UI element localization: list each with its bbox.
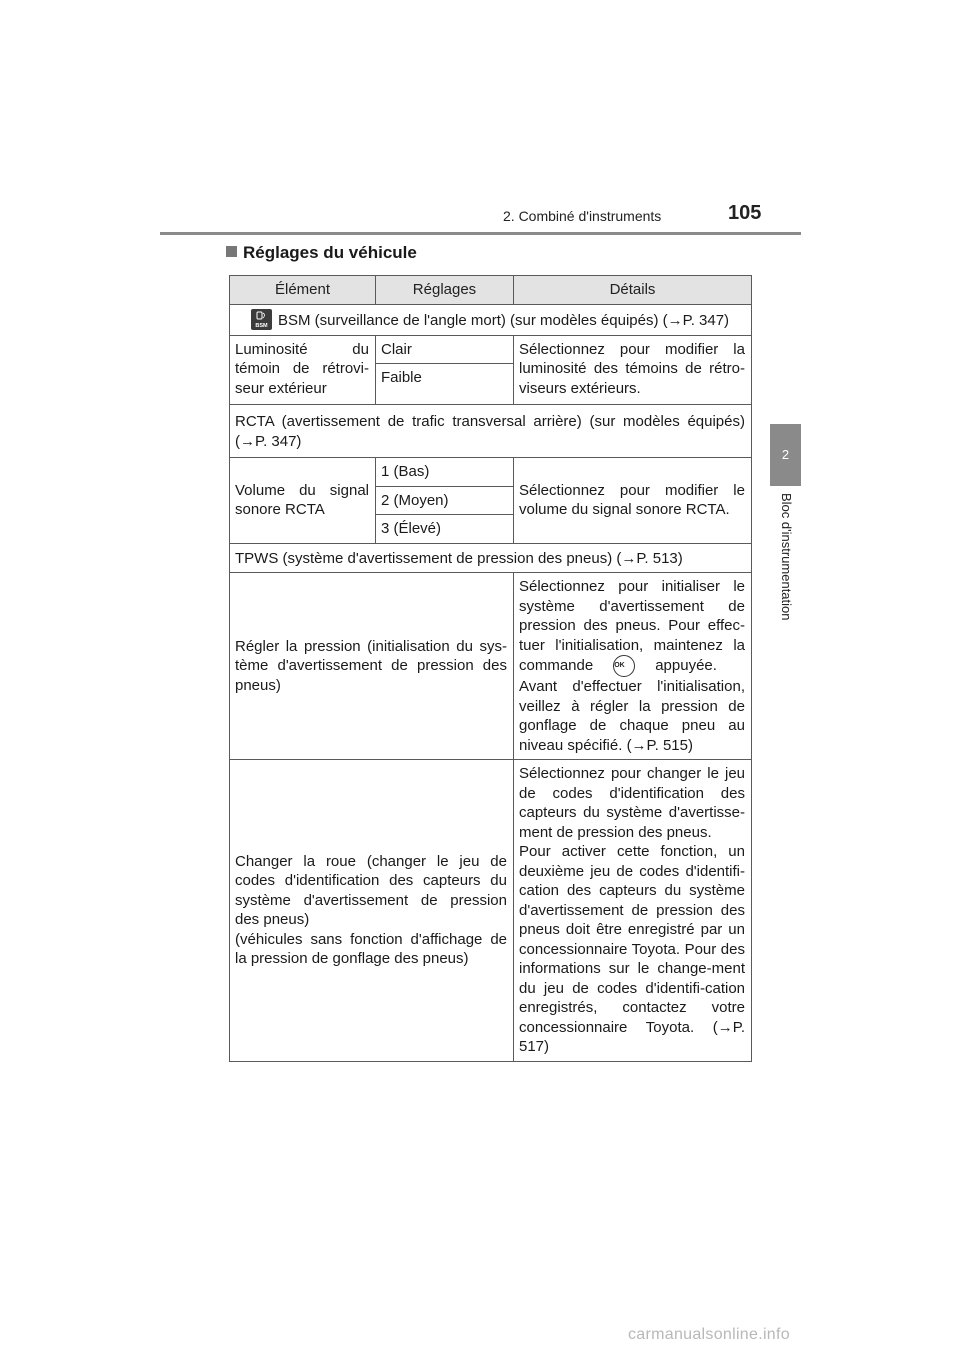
pression-details-text-3: Avant d'effectuer l'initialisation, veillez à régler la pression de gonflage de chaque pneu au niveau spécifié. (→P. 515)	[519, 678, 745, 754]
header-reglages: Réglages	[376, 276, 514, 305]
pression-details-text-1: Sélectionnez pour initialiser le système d'avertissement de pression des pneus. Pour effec-tuer l'initialisation, maintenez la commande	[519, 578, 745, 674]
volume-element: Volume du signal sonore RCTA	[230, 458, 376, 544]
pression-details	[514, 573, 752, 760]
chapter-tab-number: 2	[781, 447, 790, 462]
chapter-tab	[770, 424, 801, 486]
section-title-text: Réglages du véhicule	[243, 243, 417, 262]
running-header-section: 2. Combiné d'instruments	[503, 208, 662, 224]
roue-details-text-2: Pour activer cette fonction, un deuxième jeu de codes d'identifi-cation des capteurs du système d'avertissement de pression des pneus doit être enregistré par un concessionnaire Toyota. Pour des informations sur le change-ment du jeu de codes d'identifi-cation enregistrés, contactez votre concessionnaire Toyota. (→P. 517)	[519, 843, 745, 1055]
table-row	[230, 573, 752, 760]
luminosite-option-faible: Faible	[376, 364, 514, 405]
roue-element-text-2: (véhicules sans fonction d'affichage de la pression de gonflage des pneus)	[235, 930, 507, 968]
header-details: Détails	[514, 276, 752, 305]
roue-details-text-1: Sélectionnez pour changer le jeu de codes d'identification des capteurs du système d'avertisse-ment de pression des pneus.	[519, 765, 745, 841]
pression-element: Régler la pression (initialisation du sys-tème d'avertissement de pression des pneus)	[230, 573, 514, 760]
table-row	[230, 543, 752, 573]
volume-option-eleve: 3 (Élevé)	[376, 515, 514, 544]
tpws-row: TPWS (système d'avertissement de pression des pneus) (→P. 513)	[230, 543, 752, 573]
table-row	[230, 405, 752, 458]
ok-button-icon: OK	[613, 655, 635, 677]
roue-element	[230, 760, 514, 1062]
table-row	[230, 458, 752, 487]
bsm-icon-text: BSM	[255, 323, 268, 329]
square-bullet-icon	[226, 246, 237, 257]
header-element: Élément	[230, 276, 376, 305]
header-divider	[160, 232, 801, 235]
page-number: 105	[728, 202, 762, 224]
table-row	[230, 335, 752, 364]
volume-option-bas: 1 (Bas)	[376, 458, 514, 487]
bsm-row-text: BSM (surveillance de l'angle mort) (sur modèles équipés) (→P. 347)	[277, 312, 730, 329]
luminosite-details: Sélectionnez pour modifier la luminosité des témoins de rétro-viseurs extérieurs.	[514, 335, 752, 405]
table-row	[230, 760, 752, 1062]
watermark: carmanualsonline.info	[628, 1326, 790, 1343]
section-title	[226, 243, 417, 263]
roue-element-text-1: Changer la roue (changer le jeu de codes d'identification des capteurs du système d'avertissement de pression des pneus)	[235, 852, 507, 929]
volume-option-moyen: 2 (Moyen)	[376, 486, 514, 515]
roue-details	[514, 760, 752, 1062]
luminosite-element: Luminosité du témoin de rétrovi-seur extérieur	[230, 335, 376, 405]
volume-details: Sélectionnez pour modifier le volume du signal sonore RCTA.	[514, 458, 752, 544]
vehicle-settings-table	[229, 275, 752, 1062]
pression-details-text-2: appuyée.	[655, 656, 717, 674]
luminosite-option-clair: Clair	[376, 335, 514, 364]
bsm-row	[230, 305, 752, 336]
table-header-row	[230, 276, 752, 305]
chapter-tab-label: Bloc d'instrumentation	[779, 493, 794, 621]
table-row	[230, 305, 752, 336]
bsm-indicator-icon	[251, 309, 272, 330]
rcta-row: RCTA (avertissement de trafic transversal arrière) (sur modèles équipés) (→P. 347)	[230, 405, 752, 458]
